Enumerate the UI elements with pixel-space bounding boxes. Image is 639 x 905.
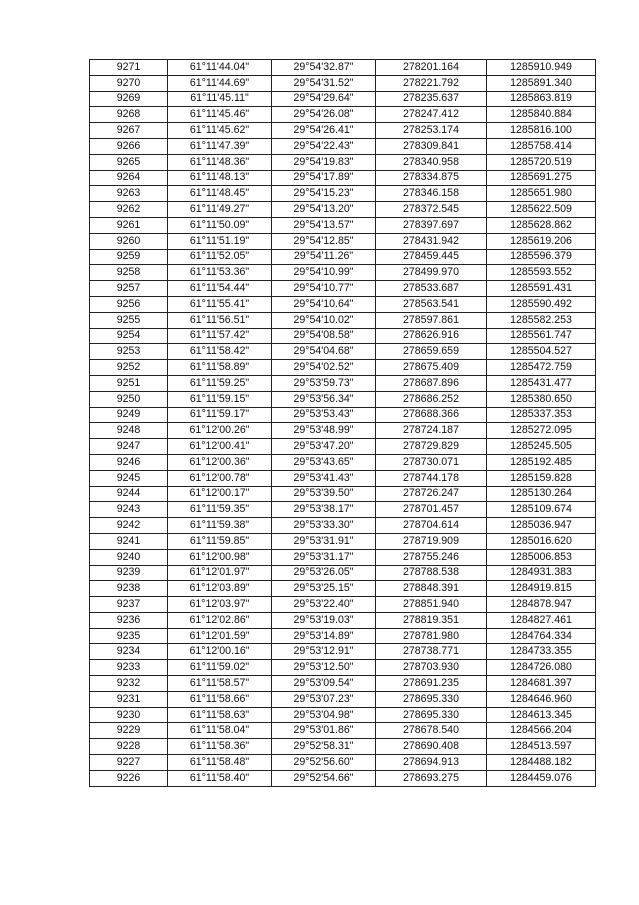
latitude-cell: 29°53'43.65" [272,454,376,470]
longitude-cell: 61°11'58.63" [168,707,272,723]
longitude-cell: 61°11'44.04" [168,60,272,76]
point-id-cell: 9235 [90,628,168,644]
easting-cell: 278247.412 [376,107,487,123]
northing-cell: 1284566.204 [487,723,596,739]
longitude-cell: 61°12'03.89" [168,581,272,597]
point-id-cell: 9271 [90,60,168,76]
table-row [90,328,596,344]
longitude-cell: 61°12'00.36" [168,454,272,470]
table-row [90,249,596,265]
point-id-cell: 9247 [90,439,168,455]
northing-cell: 1285590.492 [487,296,596,312]
longitude-cell: 61°11'58.48" [168,755,272,771]
easting-cell: 278533.687 [376,281,487,297]
point-id-cell: 9263 [90,186,168,202]
northing-cell: 1284733.355 [487,644,596,660]
latitude-cell: 29°54'17.89" [272,170,376,186]
latitude-cell: 29°52'56.60" [272,755,376,771]
latitude-cell: 29°54'19.83" [272,154,376,170]
longitude-cell: 61°11'59.02" [168,660,272,676]
point-id-cell: 9252 [90,360,168,376]
longitude-cell: 61°11'53.36" [168,265,272,281]
point-id-cell: 9265 [90,154,168,170]
longitude-cell: 61°11'59.35" [168,502,272,518]
longitude-cell: 61°11'48.13" [168,170,272,186]
easting-cell: 278235.637 [376,91,487,107]
table-row [90,439,596,455]
point-id-cell: 9264 [90,170,168,186]
table-row [90,565,596,581]
longitude-cell: 61°12'00.41" [168,439,272,455]
latitude-cell: 29°54'10.64" [272,296,376,312]
table-row [90,612,596,628]
point-id-cell: 9254 [90,328,168,344]
northing-cell: 1284827.461 [487,612,596,628]
latitude-cell: 29°53'31.91" [272,533,376,549]
latitude-cell: 29°54'26.41" [272,123,376,139]
easting-cell: 278431.942 [376,233,487,249]
easting-cell: 278755.246 [376,549,487,565]
northing-cell: 1285380.650 [487,391,596,407]
point-id-cell: 9260 [90,233,168,249]
longitude-cell: 61°12'00.78" [168,470,272,486]
point-id-cell: 9226 [90,770,168,786]
point-id-cell: 9234 [90,644,168,660]
coordinates-table [89,59,596,787]
easting-cell: 278686.252 [376,391,487,407]
northing-cell: 1285628.862 [487,217,596,233]
easting-cell: 278726.247 [376,486,487,502]
latitude-cell: 29°53'33.30" [272,518,376,534]
table-row [90,707,596,723]
easting-cell: 278704.614 [376,518,487,534]
point-id-cell: 9243 [90,502,168,518]
table-row [90,581,596,597]
northing-cell: 1285758.414 [487,138,596,154]
latitude-cell: 29°53'48.99" [272,423,376,439]
point-id-cell: 9229 [90,723,168,739]
easting-cell: 278221.792 [376,75,487,91]
point-id-cell: 9248 [90,423,168,439]
table-row [90,391,596,407]
longitude-cell: 61°12'01.97" [168,565,272,581]
latitude-cell: 29°54'08.58" [272,328,376,344]
longitude-cell: 61°11'58.42" [168,344,272,360]
easting-cell: 278691.235 [376,676,487,692]
northing-cell: 1284613.345 [487,707,596,723]
northing-cell: 1285561.747 [487,328,596,344]
longitude-cell: 61°12'02.86" [168,612,272,628]
northing-cell: 1285691.275 [487,170,596,186]
northing-cell: 1285006.853 [487,549,596,565]
longitude-cell: 61°11'48.45" [168,186,272,202]
easting-cell: 278688.366 [376,407,487,423]
northing-cell: 1284726.080 [487,660,596,676]
latitude-cell: 29°54'02.52" [272,360,376,376]
easting-cell: 278597.861 [376,312,487,328]
latitude-cell: 29°53'25.15" [272,581,376,597]
latitude-cell: 29°53'41.43" [272,470,376,486]
table-row [90,407,596,423]
longitude-cell: 61°11'58.36" [168,739,272,755]
point-id-cell: 9266 [90,138,168,154]
point-id-cell: 9261 [90,217,168,233]
table-row [90,644,596,660]
northing-cell: 1285272.095 [487,423,596,439]
longitude-cell: 61°11'58.57" [168,676,272,692]
latitude-cell: 29°54'26.08" [272,107,376,123]
table-row [90,344,596,360]
table-row [90,486,596,502]
table-row [90,265,596,281]
longitude-cell: 61°11'59.25" [168,375,272,391]
point-id-cell: 9250 [90,391,168,407]
point-id-cell: 9251 [90,375,168,391]
easting-cell: 278678.540 [376,723,487,739]
easting-cell: 278719.909 [376,533,487,549]
easting-cell: 278675.409 [376,360,487,376]
longitude-cell: 61°12'00.16" [168,644,272,660]
easting-cell: 278626.916 [376,328,487,344]
point-id-cell: 9228 [90,739,168,755]
northing-cell: 1285337.353 [487,407,596,423]
easting-cell: 278848.391 [376,581,487,597]
table-row [90,454,596,470]
longitude-cell: 61°12'00.98" [168,549,272,565]
northing-cell: 1284764.334 [487,628,596,644]
coordinates-table-body [90,60,596,787]
latitude-cell: 29°53'47.20" [272,439,376,455]
point-id-cell: 9230 [90,707,168,723]
northing-cell: 1285863.819 [487,91,596,107]
northing-cell: 1285596.379 [487,249,596,265]
table-row [90,138,596,154]
northing-cell: 1285651.980 [487,186,596,202]
easting-cell: 278819.351 [376,612,487,628]
easting-cell: 278309.841 [376,138,487,154]
latitude-cell: 29°54'22.43" [272,138,376,154]
easting-cell: 278201.164 [376,60,487,76]
table-row [90,75,596,91]
table-row [90,375,596,391]
northing-cell: 1284931.383 [487,565,596,581]
table-row [90,502,596,518]
latitude-cell: 29°53'07.23" [272,691,376,707]
latitude-cell: 29°54'13.57" [272,217,376,233]
point-id-cell: 9244 [90,486,168,502]
point-id-cell: 9249 [90,407,168,423]
table-row [90,676,596,692]
table-row [90,755,596,771]
latitude-cell: 29°54'10.99" [272,265,376,281]
easting-cell: 278459.445 [376,249,487,265]
easting-cell: 278687.896 [376,375,487,391]
longitude-cell: 61°11'58.66" [168,691,272,707]
easting-cell: 278730.071 [376,454,487,470]
easting-cell: 278372.545 [376,202,487,218]
easting-cell: 278340.958 [376,154,487,170]
easting-cell: 278744.178 [376,470,487,486]
point-id-cell: 9240 [90,549,168,565]
latitude-cell: 29°53'19.03" [272,612,376,628]
latitude-cell: 29°53'01.86" [272,723,376,739]
latitude-cell: 29°54'11.26" [272,249,376,265]
easting-cell: 278690.408 [376,739,487,755]
easting-cell: 278695.330 [376,707,487,723]
latitude-cell: 29°53'04.98" [272,707,376,723]
longitude-cell: 61°11'59.15" [168,391,272,407]
northing-cell: 1285591.431 [487,281,596,297]
northing-cell: 1285159.828 [487,470,596,486]
easting-cell: 278781.980 [376,628,487,644]
point-id-cell: 9267 [90,123,168,139]
northing-cell: 1285245.505 [487,439,596,455]
northing-cell: 1285840.884 [487,107,596,123]
point-id-cell: 9236 [90,612,168,628]
easting-cell: 278253.174 [376,123,487,139]
latitude-cell: 29°53'12.50" [272,660,376,676]
table-row [90,154,596,170]
easting-cell: 278724.187 [376,423,487,439]
longitude-cell: 61°12'03.97" [168,597,272,613]
table-row [90,723,596,739]
easting-cell: 278693.275 [376,770,487,786]
latitude-cell: 29°54'29.64" [272,91,376,107]
table-row [90,91,596,107]
longitude-cell: 61°11'48.36" [168,154,272,170]
table-row [90,170,596,186]
point-id-cell: 9257 [90,281,168,297]
point-id-cell: 9237 [90,597,168,613]
table-row [90,628,596,644]
longitude-cell: 61°12'01.59" [168,628,272,644]
northing-cell: 1285619.206 [487,233,596,249]
table-row [90,60,596,76]
longitude-cell: 61°11'58.40" [168,770,272,786]
table-row [90,597,596,613]
latitude-cell: 29°54'15.23" [272,186,376,202]
easting-cell: 278738.771 [376,644,487,660]
easting-cell: 278729.829 [376,439,487,455]
point-id-cell: 9255 [90,312,168,328]
northing-cell: 1284488.182 [487,755,596,771]
easting-cell: 278701.457 [376,502,487,518]
northing-cell: 1285109.674 [487,502,596,518]
point-id-cell: 9239 [90,565,168,581]
table-row [90,123,596,139]
table-row [90,233,596,249]
point-id-cell: 9268 [90,107,168,123]
northing-cell: 1285036.947 [487,518,596,534]
northing-cell: 1285720.519 [487,154,596,170]
longitude-cell: 61°11'45.62" [168,123,272,139]
table-row [90,660,596,676]
longitude-cell: 61°11'59.38" [168,518,272,534]
longitude-cell: 61°11'51.19" [168,233,272,249]
easting-cell: 278346.158 [376,186,487,202]
point-id-cell: 9232 [90,676,168,692]
longitude-cell: 61°11'45.11" [168,91,272,107]
table-row [90,202,596,218]
northing-cell: 1285130.264 [487,486,596,502]
latitude-cell: 29°53'56.34" [272,391,376,407]
latitude-cell: 29°53'22.40" [272,597,376,613]
table-row [90,549,596,565]
northing-cell: 1285016.620 [487,533,596,549]
latitude-cell: 29°53'38.17" [272,502,376,518]
latitude-cell: 29°54'13.20" [272,202,376,218]
point-id-cell: 9253 [90,344,168,360]
latitude-cell: 29°54'12.85" [272,233,376,249]
longitude-cell: 61°11'54.44" [168,281,272,297]
latitude-cell: 29°53'31.17" [272,549,376,565]
latitude-cell: 29°53'14.89" [272,628,376,644]
latitude-cell: 29°52'54.66" [272,770,376,786]
table-row [90,360,596,376]
longitude-cell: 61°11'57.42" [168,328,272,344]
northing-cell: 1285582.253 [487,312,596,328]
point-id-cell: 9270 [90,75,168,91]
longitude-cell: 61°11'47.39" [168,138,272,154]
latitude-cell: 29°53'39.50" [272,486,376,502]
longitude-cell: 61°12'00.26" [168,423,272,439]
table-row [90,217,596,233]
longitude-cell: 61°11'52.05" [168,249,272,265]
table-row [90,186,596,202]
point-id-cell: 9256 [90,296,168,312]
latitude-cell: 29°54'32.87" [272,60,376,76]
northing-cell: 1285891.340 [487,75,596,91]
longitude-cell: 61°11'58.04" [168,723,272,739]
point-id-cell: 9259 [90,249,168,265]
table-row [90,470,596,486]
point-id-cell: 9246 [90,454,168,470]
point-id-cell: 9245 [90,470,168,486]
point-id-cell: 9227 [90,755,168,771]
table-row [90,296,596,312]
easting-cell: 278695.330 [376,691,487,707]
northing-cell: 1285593.552 [487,265,596,281]
northing-cell: 1285431.477 [487,375,596,391]
point-id-cell: 9238 [90,581,168,597]
latitude-cell: 29°53'26.05" [272,565,376,581]
point-id-cell: 9241 [90,533,168,549]
easting-cell: 278397.697 [376,217,487,233]
latitude-cell: 29°54'10.77" [272,281,376,297]
northing-cell: 1284646.960 [487,691,596,707]
latitude-cell: 29°54'04.68" [272,344,376,360]
northing-cell: 1285192.485 [487,454,596,470]
northing-cell: 1284878.947 [487,597,596,613]
table-row [90,770,596,786]
latitude-cell: 29°52'58.31" [272,739,376,755]
easting-cell: 278659.659 [376,344,487,360]
easting-cell: 278563.541 [376,296,487,312]
easting-cell: 278851.940 [376,597,487,613]
latitude-cell: 29°54'31.52" [272,75,376,91]
latitude-cell: 29°53'53.43" [272,407,376,423]
longitude-cell: 61°11'44.69" [168,75,272,91]
northing-cell: 1285910.949 [487,60,596,76]
northing-cell: 1284513.597 [487,739,596,755]
table-row [90,312,596,328]
table-row [90,533,596,549]
northing-cell: 1284681.397 [487,676,596,692]
easting-cell: 278703.930 [376,660,487,676]
point-id-cell: 9233 [90,660,168,676]
easting-cell: 278788.538 [376,565,487,581]
northing-cell: 1284919.815 [487,581,596,597]
easting-cell: 278334.875 [376,170,487,186]
easting-cell: 278694.913 [376,755,487,771]
latitude-cell: 29°53'09.54" [272,676,376,692]
table-row [90,739,596,755]
longitude-cell: 61°11'55.41" [168,296,272,312]
point-id-cell: 9231 [90,691,168,707]
longitude-cell: 61°12'00.17" [168,486,272,502]
point-id-cell: 9242 [90,518,168,534]
table-row [90,281,596,297]
point-id-cell: 9269 [90,91,168,107]
longitude-cell: 61°11'50.09" [168,217,272,233]
point-id-cell: 9258 [90,265,168,281]
longitude-cell: 61°11'58.89" [168,360,272,376]
northing-cell: 1285622.509 [487,202,596,218]
longitude-cell: 61°11'59.85" [168,533,272,549]
latitude-cell: 29°53'59.73" [272,375,376,391]
northing-cell: 1285504.527 [487,344,596,360]
easting-cell: 278499.970 [376,265,487,281]
table-row [90,691,596,707]
table-row [90,107,596,123]
northing-cell: 1284459.076 [487,770,596,786]
table-row [90,518,596,534]
northing-cell: 1285472.759 [487,360,596,376]
northing-cell: 1285816.100 [487,123,596,139]
point-id-cell: 9262 [90,202,168,218]
longitude-cell: 61°11'56.51" [168,312,272,328]
latitude-cell: 29°53'12.91" [272,644,376,660]
longitude-cell: 61°11'49.27" [168,202,272,218]
longitude-cell: 61°11'45.46" [168,107,272,123]
table-row [90,423,596,439]
longitude-cell: 61°11'59.17" [168,407,272,423]
latitude-cell: 29°54'10.02" [272,312,376,328]
